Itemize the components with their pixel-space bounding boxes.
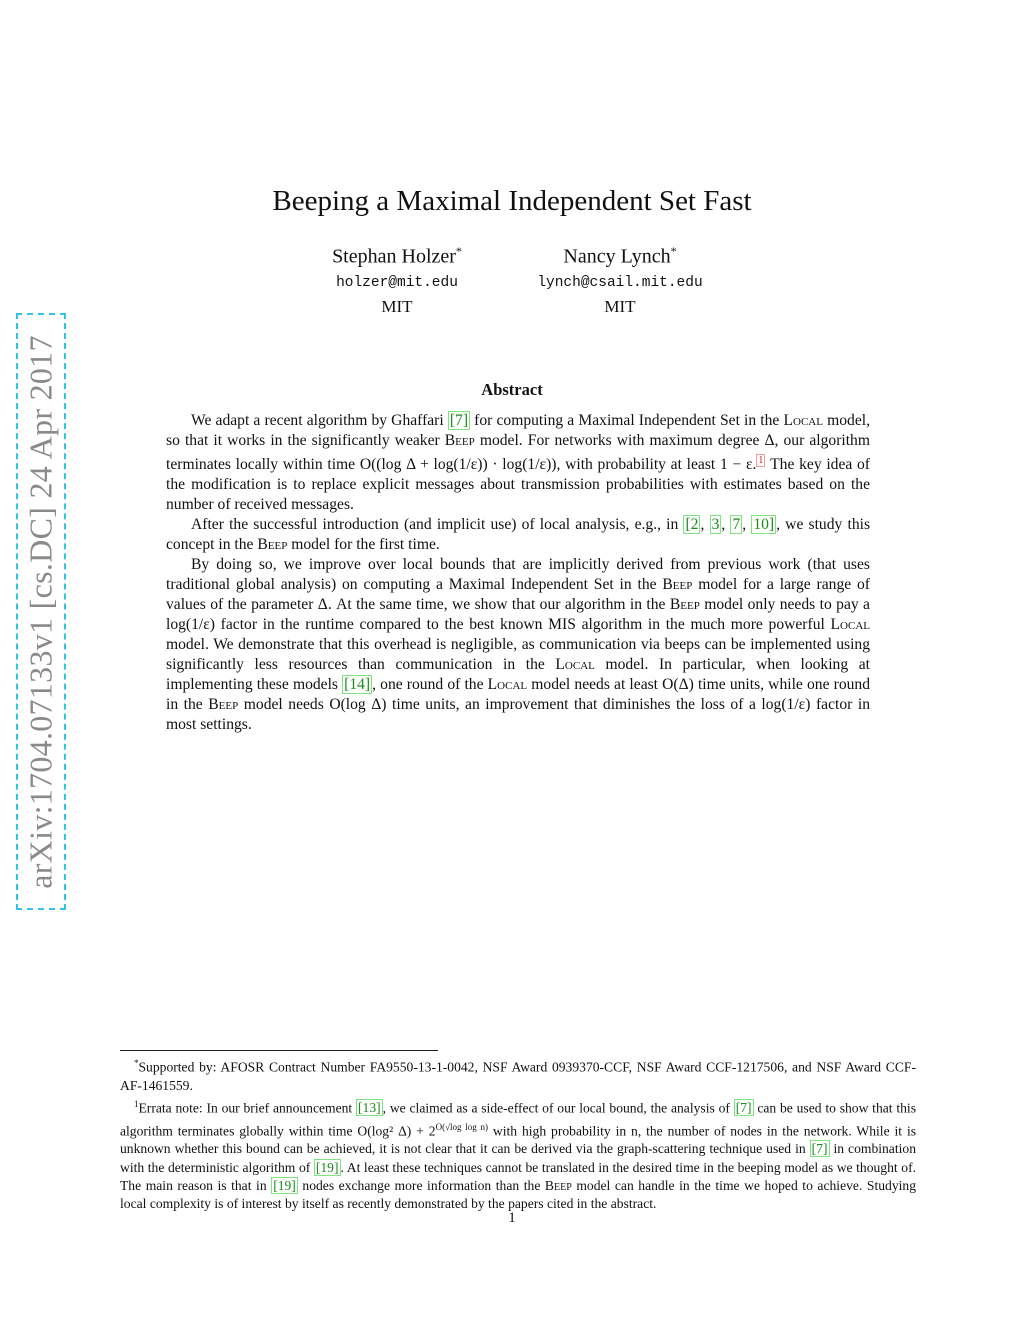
citation-link[interactable]: [7] — [735, 1100, 752, 1116]
abstract-heading: Abstract — [481, 380, 543, 399]
footnotes — [120, 1054, 916, 1213]
author-block — [267, 244, 527, 317]
citation-link[interactable]: 7 — [732, 516, 741, 534]
citation-link[interactable]: 10] — [753, 516, 775, 534]
abstract-paragraph: We adapt a recent algorithm by Ghaffari [7] for computing a Maximal Independent Set in the Local model, so that it works in the significantly weaker Beep model. For networks with maximum degree Δ, our algorithm terminates locally within time O((log Δ + log(1/ε)) · log(1/ε)), with probability at least 1 − ε. $^1$ The key idea of the modification is to replace explicit messages about transmission probabilities with estimates based on the number of received messages. — [166, 412, 871, 514]
citation-link[interactable]: [14] — [344, 676, 371, 694]
page-number: 1 — [508, 1210, 516, 1226]
abstract-paragraph: By doing so, we improve over local bounds that are implicitly derived from previous work (that uses traditional global analysis) on computing a Maximal Independent Set in the Beep model for a large range of values of the parameter Δ. At the same time, we show that our algorithm in the Beep model only needs to pay a log(1/ε) factor in the runtime compared to the best known MIS algorithm in the much more powerful Local model. We demonstrate that this overhead is negligible, as communication via beeps can be implemented using significantly less resources than communication in the Local model. In particular, when looking at implementing these models [14] , one round of the Local model needs at least O(Δ) time units, while one round in the Beep model needs O(log Δ) time units, an improvement that diminishes the loss of a log(1/ε) factor in most settings. — [166, 556, 871, 734]
citation-link[interactable]: [7] — [811, 1141, 828, 1157]
citation-link[interactable]: [19] — [273, 1177, 296, 1193]
author-email: holzer@mit.edu — [336, 274, 458, 291]
abstract-paragraph: After the successful introduction (and implicit use) of local analysis, e.g., in [2 , 3 , 7 , 10] , we study this concept in the Beep model for the first time. — [166, 516, 871, 554]
author-block — [490, 244, 750, 317]
citation-link[interactable]: [19] — [315, 1159, 339, 1175]
author-name: Stephan Holzer* — [332, 244, 462, 268]
author-affiliation: MIT — [381, 296, 413, 316]
footnote-link[interactable]: 1 — [758, 455, 764, 466]
citation-link[interactable]: [2 — [685, 516, 699, 534]
author-affiliation: MIT — [604, 296, 636, 316]
author-email: lynch@csail.mit.edu — [537, 274, 703, 291]
paper-title: Beeping a Maximal Independent Set Fast — [272, 185, 752, 217]
citation-link[interactable]: [13] — [358, 1100, 381, 1116]
footnote-errata: $^1$Errata note: In our brief announcement [13] , we claimed as a side-effect of our local bound, the analysis of [7] can be used to show that this algorithm terminates globally within time O(log² $\Delta) + 2^{O(√log log n)}$ with high probability in n, the number of nodes in the network. While it is unknown whether this bound can be achieved, it is not clear that it can be derived via the graph-scattering technique used in [7] in combination with the deterministic algorithm of [19] . At least these techniques cannot be translated in the desired time in the beeping model as we thought of. The main reason is that in [19] nodes exchange more information than the Beep model can handle in the time we hoped to achieve. Studying local complexity is of interest by itself as recently demonstrated by the papers cited in the abstract. — [120, 1098, 917, 1212]
abstract-body — [166, 411, 870, 735]
arxiv-identifier-stamp — [16, 313, 66, 910]
citation-link[interactable]: 3 — [711, 516, 720, 534]
citation-link[interactable]: [7] — [449, 412, 469, 429]
arxiv-identifier-text: arXiv:1704.07133v1 [cs.DC] 24 Apr 2017 — [22, 334, 59, 889]
footnote-divider — [120, 1050, 438, 1051]
author-name: Nancy Lynch* — [563, 244, 677, 268]
footnote-funding: *Supported by: AFOSR Contract Number FA9550-13-1-0042, NSF Award 0939370-CCF, NSF Award CCF-1217506, and NSF Award CCF-AF-1461559. — [120, 1058, 916, 1093]
